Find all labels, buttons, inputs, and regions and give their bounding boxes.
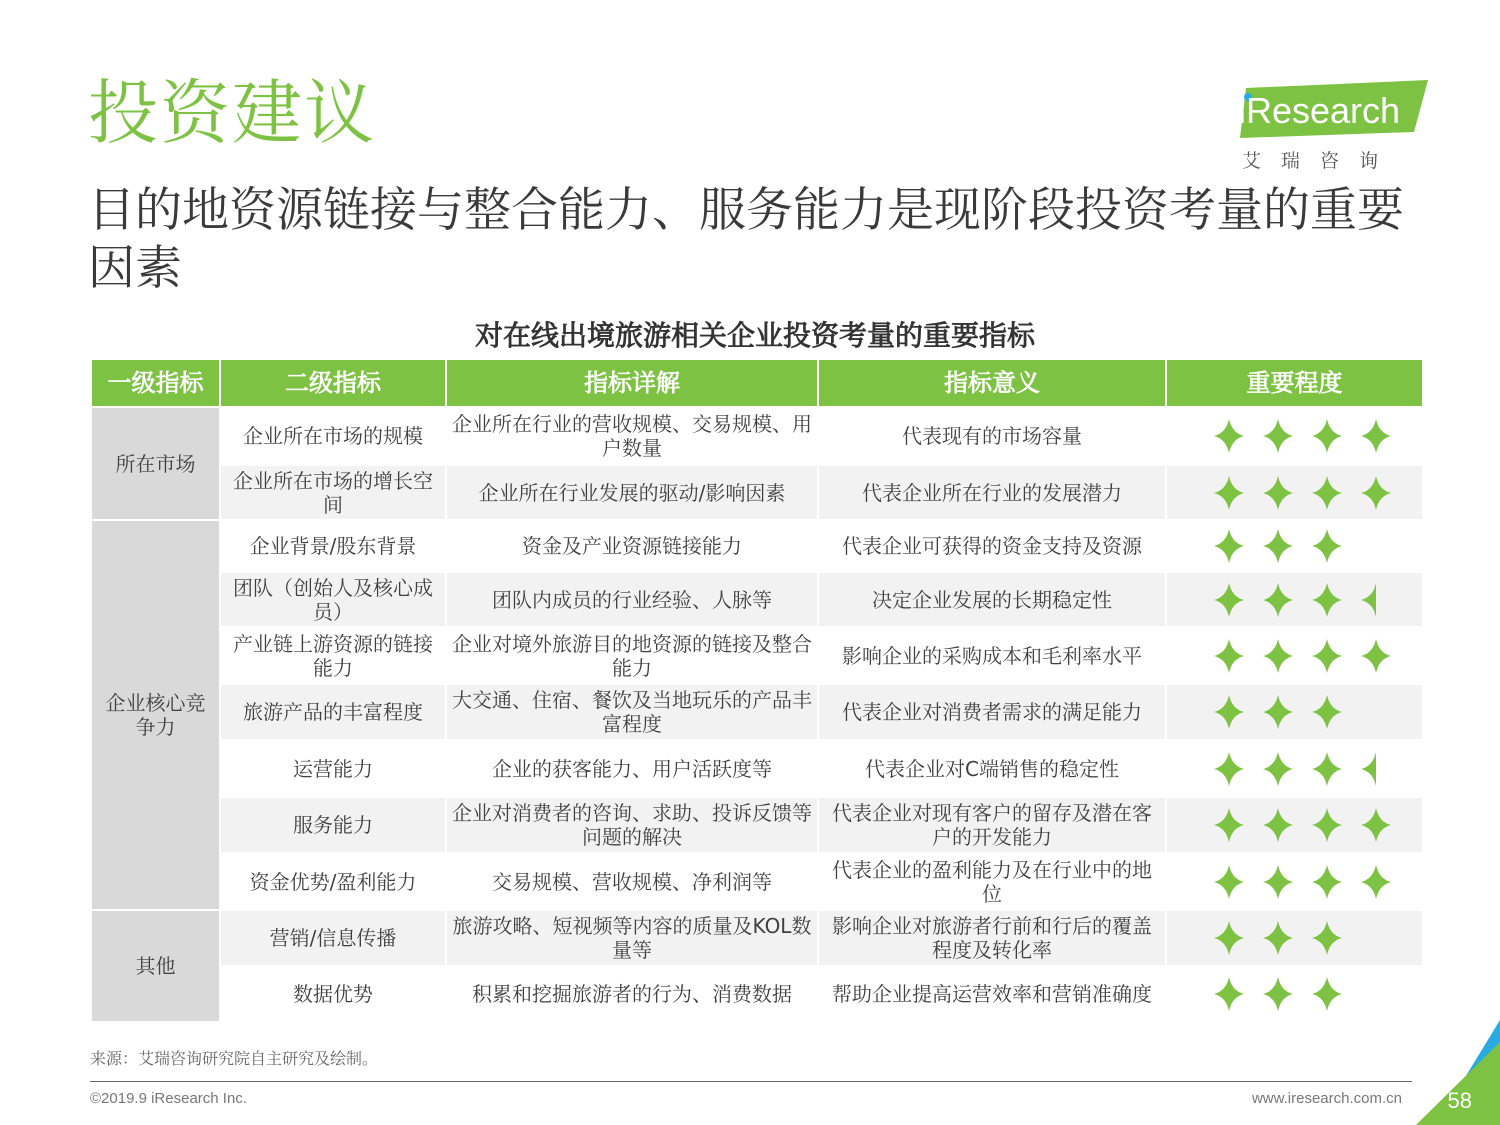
source-note: 来源：艾瑞咨询研究院自主研究及绘制。 — [90, 1049, 379, 1068]
level2-cell: 企业所在市场的规模 — [220, 407, 446, 465]
star-icon — [1262, 751, 1294, 787]
star-icon — [1213, 582, 1245, 618]
meaning-cell: 决定企业发展的长期稳定性 — [818, 572, 1166, 627]
meaning-cell: 影响企业的采购成本和毛利率水平 — [818, 627, 1166, 684]
star-icon — [1213, 475, 1245, 511]
importance-stars — [1171, 582, 1418, 618]
star-icon — [1262, 475, 1294, 511]
star-icon — [1213, 976, 1245, 1012]
meaning-cell: 代表企业的盈利能力及在行业中的地位 — [818, 853, 1166, 910]
star-icon — [1213, 751, 1245, 787]
table-row — [91, 966, 1423, 1022]
table-row — [91, 797, 1423, 853]
star-icon — [1262, 694, 1294, 730]
star-icon — [1311, 475, 1343, 511]
star-icon — [1311, 920, 1343, 956]
importance-stars — [1171, 528, 1418, 564]
table-header-row — [91, 359, 1423, 407]
star-icon — [1311, 807, 1343, 843]
importance-stars — [1171, 694, 1418, 730]
star-icon — [1311, 582, 1343, 618]
importance-cell — [1166, 627, 1423, 684]
detail-cell: 企业对消费者的咨询、求助、投诉反馈等问题的解决 — [446, 797, 818, 853]
star-icon — [1360, 864, 1392, 900]
star-icon — [1262, 976, 1294, 1012]
level2-cell: 数据优势 — [220, 966, 446, 1022]
level2-cell: 团队（创始人及核心成员） — [220, 572, 446, 627]
importance-stars — [1171, 418, 1418, 454]
column-header: 重要程度 — [1166, 359, 1423, 407]
group-cell: 所在市场 — [91, 407, 220, 520]
half-star-icon — [1360, 582, 1392, 618]
importance-cell — [1166, 407, 1423, 465]
importance-stars — [1171, 920, 1418, 956]
importance-stars — [1171, 976, 1418, 1012]
importance-cell — [1166, 740, 1423, 797]
logo-chinese: 艾瑞咨询 — [1242, 150, 1399, 172]
star-icon — [1360, 638, 1392, 674]
star-icon — [1213, 920, 1245, 956]
star-icon — [1311, 976, 1343, 1012]
importance-cell — [1166, 684, 1423, 740]
level2-cell: 企业所在市场的增长空间 — [220, 465, 446, 520]
iresearch-logo — [1238, 80, 1428, 170]
importance-cell — [1166, 520, 1423, 572]
detail-cell: 企业所在行业发展的驱动/影响因素 — [446, 465, 818, 520]
star-icon — [1311, 694, 1343, 730]
detail-cell: 企业对境外旅游目的地资源的链接及整合能力 — [446, 627, 818, 684]
star-icon — [1311, 418, 1343, 454]
star-icon — [1213, 864, 1245, 900]
table-row — [91, 465, 1423, 520]
importance-cell — [1166, 797, 1423, 853]
meaning-cell: 代表企业可获得的资金支持及资源 — [818, 520, 1166, 572]
star-icon — [1311, 528, 1343, 564]
level2-cell: 资金优势/盈利能力 — [220, 853, 446, 910]
detail-cell: 积累和挖掘旅游者的行为、消费数据 — [446, 966, 818, 1022]
detail-cell: 大交通、住宿、餐饮及当地玩乐的产品丰富程度 — [446, 684, 818, 740]
column-header: 指标意义 — [818, 359, 1166, 407]
column-header: 二级指标 — [220, 359, 446, 407]
section-title: 投资建议 — [88, 72, 376, 154]
star-icon — [1213, 418, 1245, 454]
importance-cell — [1166, 966, 1423, 1022]
table-row — [91, 910, 1423, 966]
importance-stars — [1171, 638, 1418, 674]
footer-divider — [90, 1081, 1412, 1082]
table-row — [91, 627, 1423, 684]
detail-cell: 企业的获客能力、用户活跃度等 — [446, 740, 818, 797]
importance-cell — [1166, 853, 1423, 910]
table-title: 对在线出境旅游相关企业投资考量的重要指标 — [474, 319, 1035, 352]
detail-cell: 旅游攻略、短视频等内容的质量及KOL数量等 — [446, 910, 818, 966]
star-icon — [1213, 638, 1245, 674]
table-row — [91, 572, 1423, 627]
page-headline: 目的地资源链接与整合能力、服务能力是现阶段投资考量的重要因素 — [88, 183, 1404, 296]
star-icon — [1311, 638, 1343, 674]
importance-cell — [1166, 572, 1423, 627]
level2-cell: 企业背景/股东背景 — [220, 520, 446, 572]
star-icon — [1213, 528, 1245, 564]
page-number: 58 — [1447, 1088, 1472, 1113]
importance-cell — [1166, 910, 1423, 966]
level2-cell: 旅游产品的丰富程度 — [220, 684, 446, 740]
star-icon — [1311, 864, 1343, 900]
detail-cell: 企业所在行业的营收规模、交易规模、用户数量 — [446, 407, 818, 465]
group-cell: 其他 — [91, 910, 220, 1022]
half-star-icon — [1360, 751, 1392, 787]
meaning-cell: 代表企业对现有客户的留存及潜在客户的开发能力 — [818, 797, 1166, 853]
importance-cell — [1166, 465, 1423, 520]
detail-cell: 团队内成员的行业经验、人脉等 — [446, 572, 818, 627]
level2-cell: 服务能力 — [220, 797, 446, 853]
star-icon — [1262, 920, 1294, 956]
star-icon — [1213, 694, 1245, 730]
star-icon — [1360, 807, 1392, 843]
star-icon — [1262, 807, 1294, 843]
detail-cell: 资金及产业资源链接能力 — [446, 520, 818, 572]
level2-cell: 营销/信息传播 — [220, 910, 446, 966]
column-header: 指标详解 — [446, 359, 818, 407]
star-icon — [1311, 751, 1343, 787]
copyright: ©2019.9 iResearch Inc. — [90, 1090, 247, 1107]
detail-cell: 交易规模、营收规模、净利润等 — [446, 853, 818, 910]
table-row — [91, 740, 1423, 797]
level2-cell: 产业链上游资源的链接能力 — [220, 627, 446, 684]
website-url: www.iresearch.com.cn — [1251, 1090, 1402, 1107]
table-row — [91, 407, 1423, 465]
indicator-table — [90, 358, 1424, 1023]
meaning-cell: 代表企业对消费者需求的满足能力 — [818, 684, 1166, 740]
meaning-cell: 帮助企业提高运营效率和营销准确度 — [818, 966, 1166, 1022]
meaning-cell: 代表企业对C端销售的稳定性 — [818, 740, 1166, 797]
table-row — [91, 684, 1423, 740]
star-icon — [1360, 418, 1392, 454]
star-icon — [1262, 638, 1294, 674]
level2-cell: 运营能力 — [220, 740, 446, 797]
importance-stars — [1171, 475, 1418, 511]
star-icon — [1262, 864, 1294, 900]
column-header: 一级指标 — [91, 359, 220, 407]
group-cell: 企业核心竞争力 — [91, 520, 220, 910]
importance-stars — [1171, 807, 1418, 843]
meaning-cell: 代表企业所在行业的发展潜力 — [818, 465, 1166, 520]
importance-stars — [1171, 751, 1418, 787]
star-icon — [1360, 475, 1392, 511]
meaning-cell: 代表现有的市场容量 — [818, 407, 1166, 465]
table-row — [91, 520, 1423, 572]
star-icon — [1262, 418, 1294, 454]
star-icon — [1262, 528, 1294, 564]
logo-wordmark: iResearch — [1238, 90, 1401, 131]
importance-stars — [1171, 864, 1418, 900]
table-row — [91, 853, 1423, 910]
star-icon — [1213, 807, 1245, 843]
star-icon — [1262, 582, 1294, 618]
meaning-cell: 影响企业对旅游者行前和行后的覆盖程度及转化率 — [818, 910, 1166, 966]
